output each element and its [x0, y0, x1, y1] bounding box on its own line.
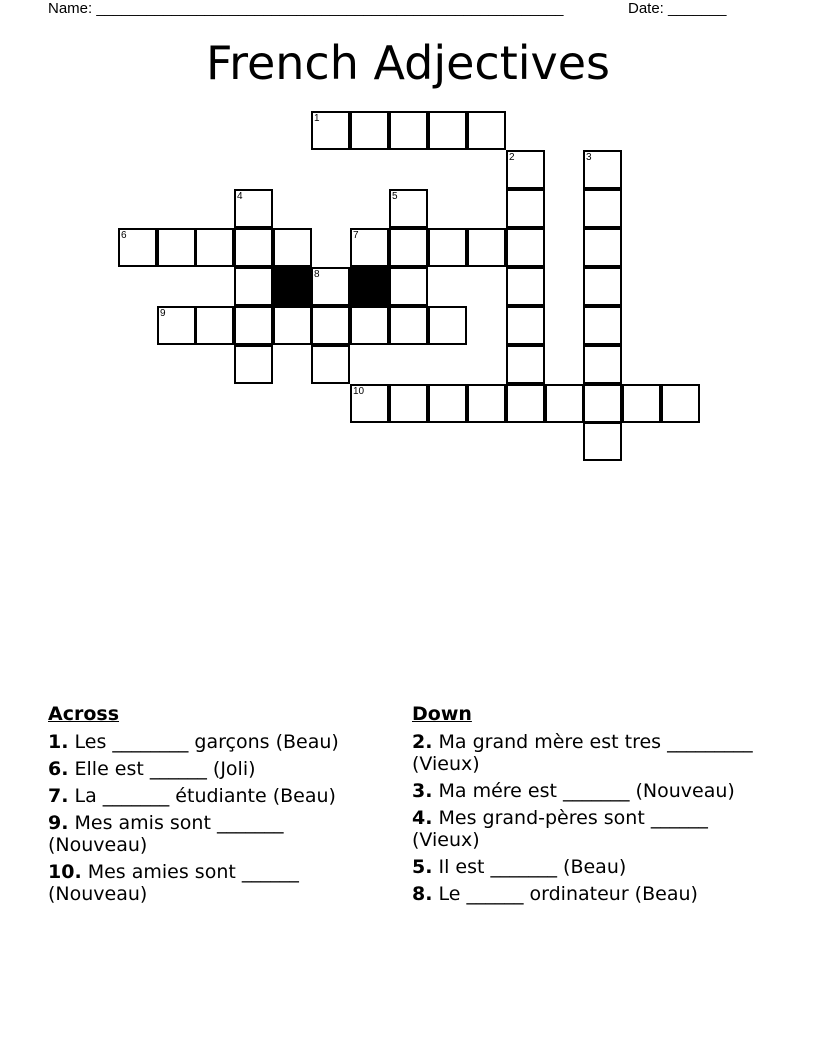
crossword-cell[interactable]	[622, 384, 661, 423]
crossword-cell[interactable]	[311, 111, 350, 150]
clue-number-label: 9	[160, 308, 166, 319]
crossword-cell[interactable]	[467, 228, 506, 267]
down-heading: Down	[412, 703, 472, 725]
crossword-cell[interactable]	[195, 306, 234, 345]
crossword-cell[interactable]	[273, 306, 312, 345]
clue-down-4	[412, 807, 757, 851]
clue-number: 10.	[48, 861, 82, 883]
clue-number: 7.	[48, 785, 69, 807]
crossword-cell[interactable]	[234, 345, 273, 384]
crossword-grid	[0, 0, 816, 500]
crossword-cell[interactable]	[350, 111, 389, 150]
clue-text: Mes grand-pères sont ______ (Vieux)	[412, 807, 708, 851]
crossword-cell[interactable]	[583, 306, 622, 345]
clue-number-label: 8	[314, 269, 320, 280]
crossword-cell[interactable]	[428, 384, 467, 423]
crossword-black-cell	[273, 267, 312, 306]
across-heading: Across	[48, 703, 120, 725]
clue-number: 2.	[412, 731, 433, 753]
across-clues	[48, 702, 388, 910]
clue-across-9	[48, 812, 388, 856]
crossword-cell[interactable]	[506, 150, 545, 189]
clue-down-5	[412, 856, 757, 878]
crossword-cell[interactable]	[583, 267, 622, 306]
crossword-cell[interactable]	[389, 306, 428, 345]
crossword-cell[interactable]	[583, 345, 622, 384]
clue-number-label: 7	[353, 230, 359, 241]
crossword-cell[interactable]	[506, 345, 545, 384]
clue-text: Ma mére est _______ (Nouveau)	[438, 780, 735, 802]
crossword-cell[interactable]	[311, 306, 350, 345]
crossword-cell[interactable]	[350, 384, 389, 423]
crossword-cell[interactable]	[583, 384, 622, 423]
crossword-cell[interactable]	[428, 306, 467, 345]
crossword-cell[interactable]	[506, 267, 545, 306]
clue-number: 1.	[48, 731, 69, 753]
clue-text: Ma grand mère est tres _________ (Vieux)	[412, 731, 753, 775]
crossword-cell[interactable]	[118, 228, 157, 267]
clue-number: 3.	[412, 780, 433, 802]
crossword-cell[interactable]	[157, 228, 196, 267]
crossword-cell[interactable]	[234, 189, 273, 228]
clue-across-1	[48, 731, 388, 753]
clue-across-6	[48, 758, 388, 780]
clue-across-10	[48, 861, 388, 905]
crossword-cell[interactable]	[428, 111, 467, 150]
clue-across-7	[48, 785, 388, 807]
clue-down-2	[412, 731, 757, 775]
crossword-cell[interactable]	[389, 189, 428, 228]
clue-number: 4.	[412, 807, 433, 829]
clue-number: 6.	[48, 758, 69, 780]
clue-number-label: 3	[586, 152, 592, 163]
crossword-cell[interactable]	[234, 267, 273, 306]
clue-number-label: 1	[314, 113, 320, 124]
crossword-cell[interactable]	[350, 228, 389, 267]
clue-number-label: 10	[353, 386, 365, 397]
crossword-cell[interactable]	[661, 384, 700, 423]
crossword-cell[interactable]	[428, 228, 467, 267]
crossword-cell[interactable]	[157, 306, 196, 345]
crossword-cell[interactable]	[467, 111, 506, 150]
date-field-label: Date: _______	[628, 0, 727, 17]
crossword-cell[interactable]	[583, 228, 622, 267]
clue-text: Le ______ ordinateur (Beau)	[438, 883, 698, 905]
crossword-cell[interactable]	[583, 189, 622, 228]
crossword-cell[interactable]	[545, 384, 584, 423]
clue-text: La _______ étudiante (Beau)	[74, 785, 336, 807]
crossword-cell[interactable]	[389, 267, 428, 306]
clue-number-label: 5	[392, 191, 398, 202]
clue-text: Il est _______ (Beau)	[438, 856, 627, 878]
crossword-cell[interactable]	[467, 384, 506, 423]
crossword-cell[interactable]	[234, 228, 273, 267]
crossword-cell[interactable]	[583, 422, 622, 461]
crossword-cell[interactable]	[506, 384, 545, 423]
crossword-cell[interactable]	[583, 150, 622, 189]
name-field-label: Name: ________________________________________________________	[48, 0, 564, 17]
crossword-cell[interactable]	[389, 228, 428, 267]
crossword-cell[interactable]	[311, 267, 350, 306]
crossword-cell[interactable]	[506, 189, 545, 228]
clue-text: Elle est ______ (Joli)	[74, 758, 256, 780]
crossword-cell[interactable]	[234, 306, 273, 345]
clue-number-label: 4	[237, 191, 243, 202]
clue-number-label: 2	[509, 152, 515, 163]
crossword-cell[interactable]	[350, 306, 389, 345]
clue-text: Mes amies sont ______ (Nouveau)	[48, 861, 299, 905]
crossword-black-cell	[350, 267, 389, 306]
crossword-cell[interactable]	[389, 384, 428, 423]
crossword-cell[interactable]	[195, 228, 234, 267]
clue-text: Mes amis sont _______ (Nouveau)	[48, 812, 284, 856]
down-clues	[412, 702, 757, 910]
page-title: French Adjectives	[205, 36, 611, 90]
clue-text: Les ________ garçons (Beau)	[74, 731, 339, 753]
clue-number: 5.	[412, 856, 433, 878]
crossword-cell[interactable]	[506, 228, 545, 267]
clue-number: 9.	[48, 812, 69, 834]
crossword-cell[interactable]	[506, 306, 545, 345]
clue-number: 8.	[412, 883, 433, 905]
crossword-cell[interactable]	[311, 345, 350, 384]
clue-down-3	[412, 780, 757, 802]
crossword-cell[interactable]	[389, 111, 428, 150]
clue-number-label: 6	[121, 230, 127, 241]
crossword-cell[interactable]	[273, 228, 312, 267]
clue-down-8	[412, 883, 757, 905]
